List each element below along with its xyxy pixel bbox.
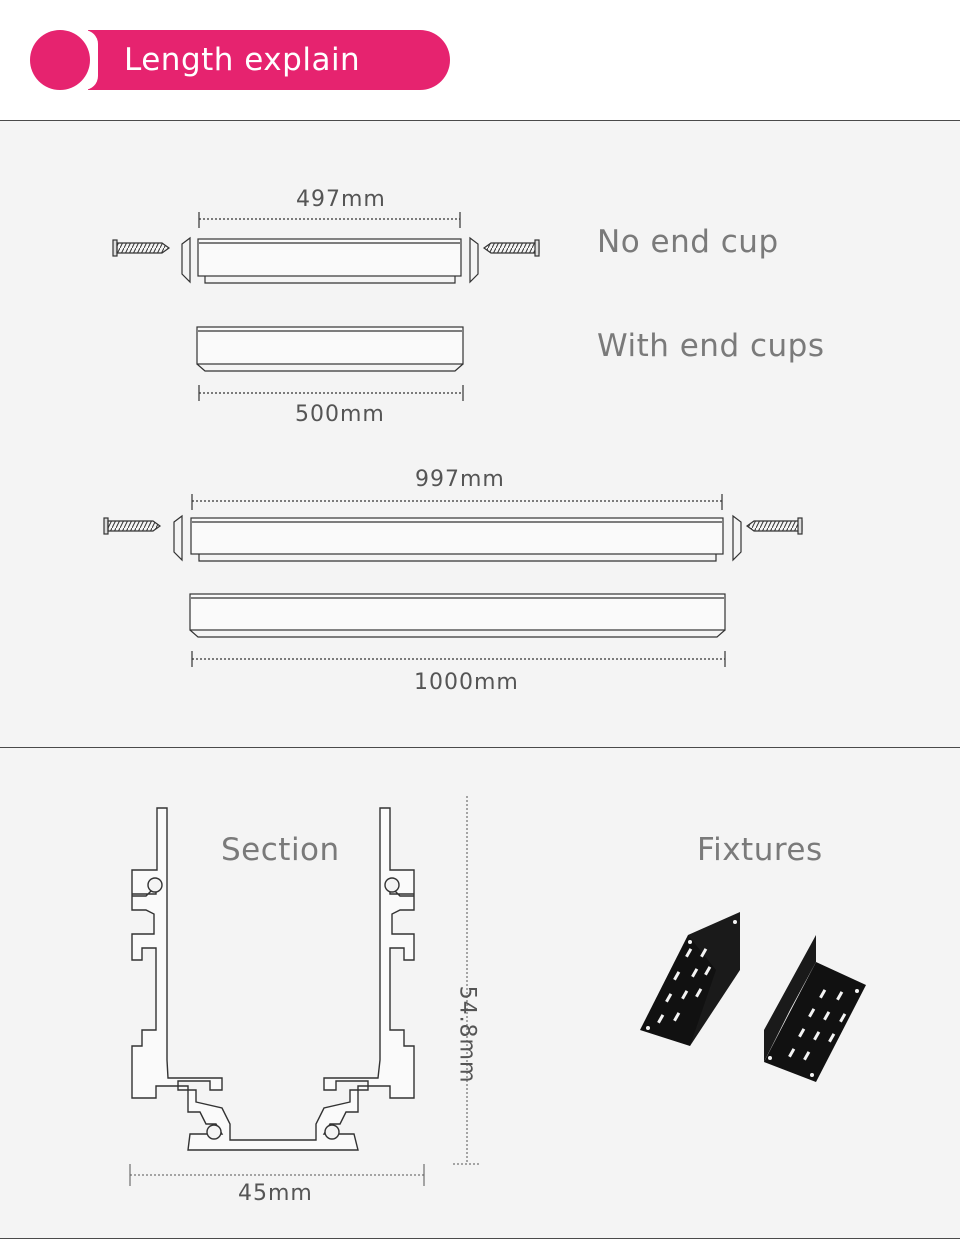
dim-label-width: 45mm — [238, 1181, 313, 1206]
dim-line-500 — [199, 385, 463, 401]
screw-left-long-icon — [104, 518, 160, 534]
end-cap-right-icon — [470, 238, 478, 282]
dim-label-997: 997mm — [415, 467, 505, 492]
page-title: Length explain — [124, 42, 361, 78]
profile-500-icon — [197, 327, 463, 371]
end-cap-right-long-icon — [733, 516, 741, 560]
screw-right-long-icon — [747, 518, 802, 534]
dim-label-height: 54.8mm — [454, 985, 480, 1084]
screw-left-icon — [113, 240, 169, 256]
dim-line-1000 — [192, 651, 725, 667]
profile-497-icon — [198, 239, 461, 283]
label-section: Section — [221, 832, 340, 868]
dim-line-497 — [199, 212, 460, 228]
label-no-end-cup: No end cup — [597, 224, 779, 260]
dim-label-500: 500mm — [295, 402, 385, 427]
bracket-right-icon — [764, 935, 866, 1082]
label-fixtures: Fixtures — [697, 832, 823, 868]
end-cap-left-icon — [182, 238, 190, 282]
dim-line-height — [453, 796, 481, 1164]
dim-label-1000: 1000mm — [414, 670, 519, 695]
profile-997-icon — [191, 518, 723, 561]
bracket-left-icon — [640, 912, 740, 1046]
label-with-end-cups: With end cups — [597, 328, 825, 364]
profile-1000-icon — [190, 594, 725, 637]
screw-right-icon — [484, 240, 539, 256]
dim-label-497: 497mm — [296, 187, 386, 212]
end-cap-left-long-icon — [174, 516, 182, 560]
dim-line-997 — [192, 494, 722, 510]
